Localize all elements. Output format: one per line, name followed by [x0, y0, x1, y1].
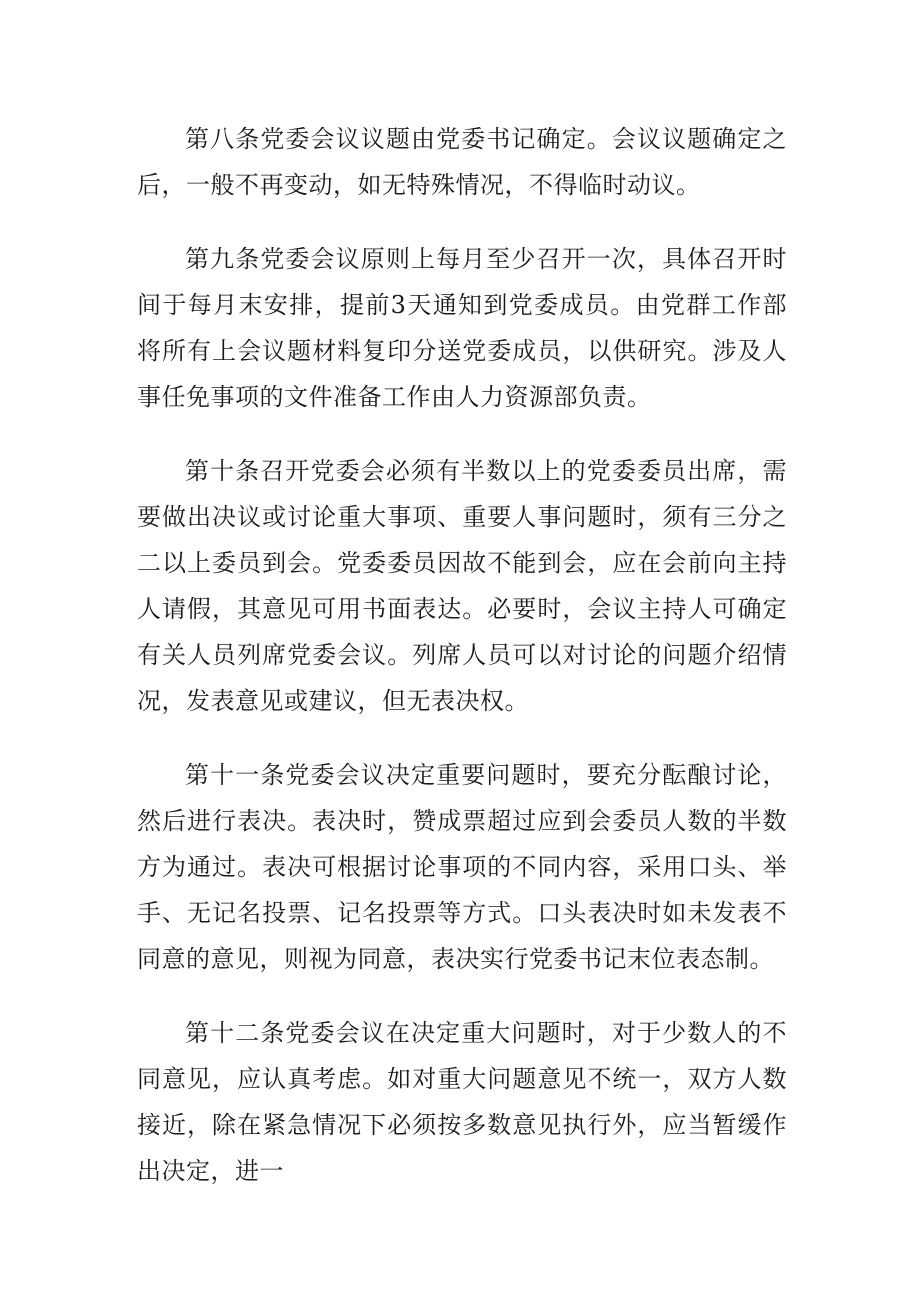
document-body — [137, 116, 787, 1222]
article-12-paragraph: 第十二条党委会议在决定重大问题时，对于少数人的不同意见，应认真考虑。如对重大问题意见不统一，双方人数接近，除在紧急情况下必须按多数意见执行外，应当暂缓作出决定，进一 — [137, 1019, 787, 1185]
article-10-paragraph: 第十条召开党委会必须有半数以上的党委委员出席，需要做出决议或讨论重大事项、重要人事问题时，须有三分之二以上委员到会。党委委员因故不能到会，应在会前向主持人请假，其意见可用书面表达。必要时，会议主持人可确定有关人员列席党委会议。列席人员可以对讨论的问题介绍情况，发表意见或建议，但无表决权。 — [137, 457, 787, 715]
article-11-paragraph: 第十一条党委会议决定重要问题时，要充分酝酿讨论，然后进行表决。表决时，赞成票超过应到会委员人数的半数方为通过。表决可根据讨论事项的不同内容，采用口头、举手、无记名投票、记名投票等方式。口头表决时如未发表不同意的意见，则视为同意，表决实行党委书记末位表态制。 — [137, 761, 787, 973]
article-8-paragraph: 第八条党委会议议题由党委书记确定。会议议题确定之后，一般不再变动，如无特殊情况，不得临时动议。 — [137, 125, 787, 199]
article-9-paragraph: 第九条党委会议原则上每月至少召开一次，具体召开时间于每月末安排，提前3天通知到党委成员。由党群工作部将所有上会议题材料复印分送党委成员，以供研究。涉及人事任免事项的文件准备工作由人力资源部负责。 — [137, 245, 787, 411]
